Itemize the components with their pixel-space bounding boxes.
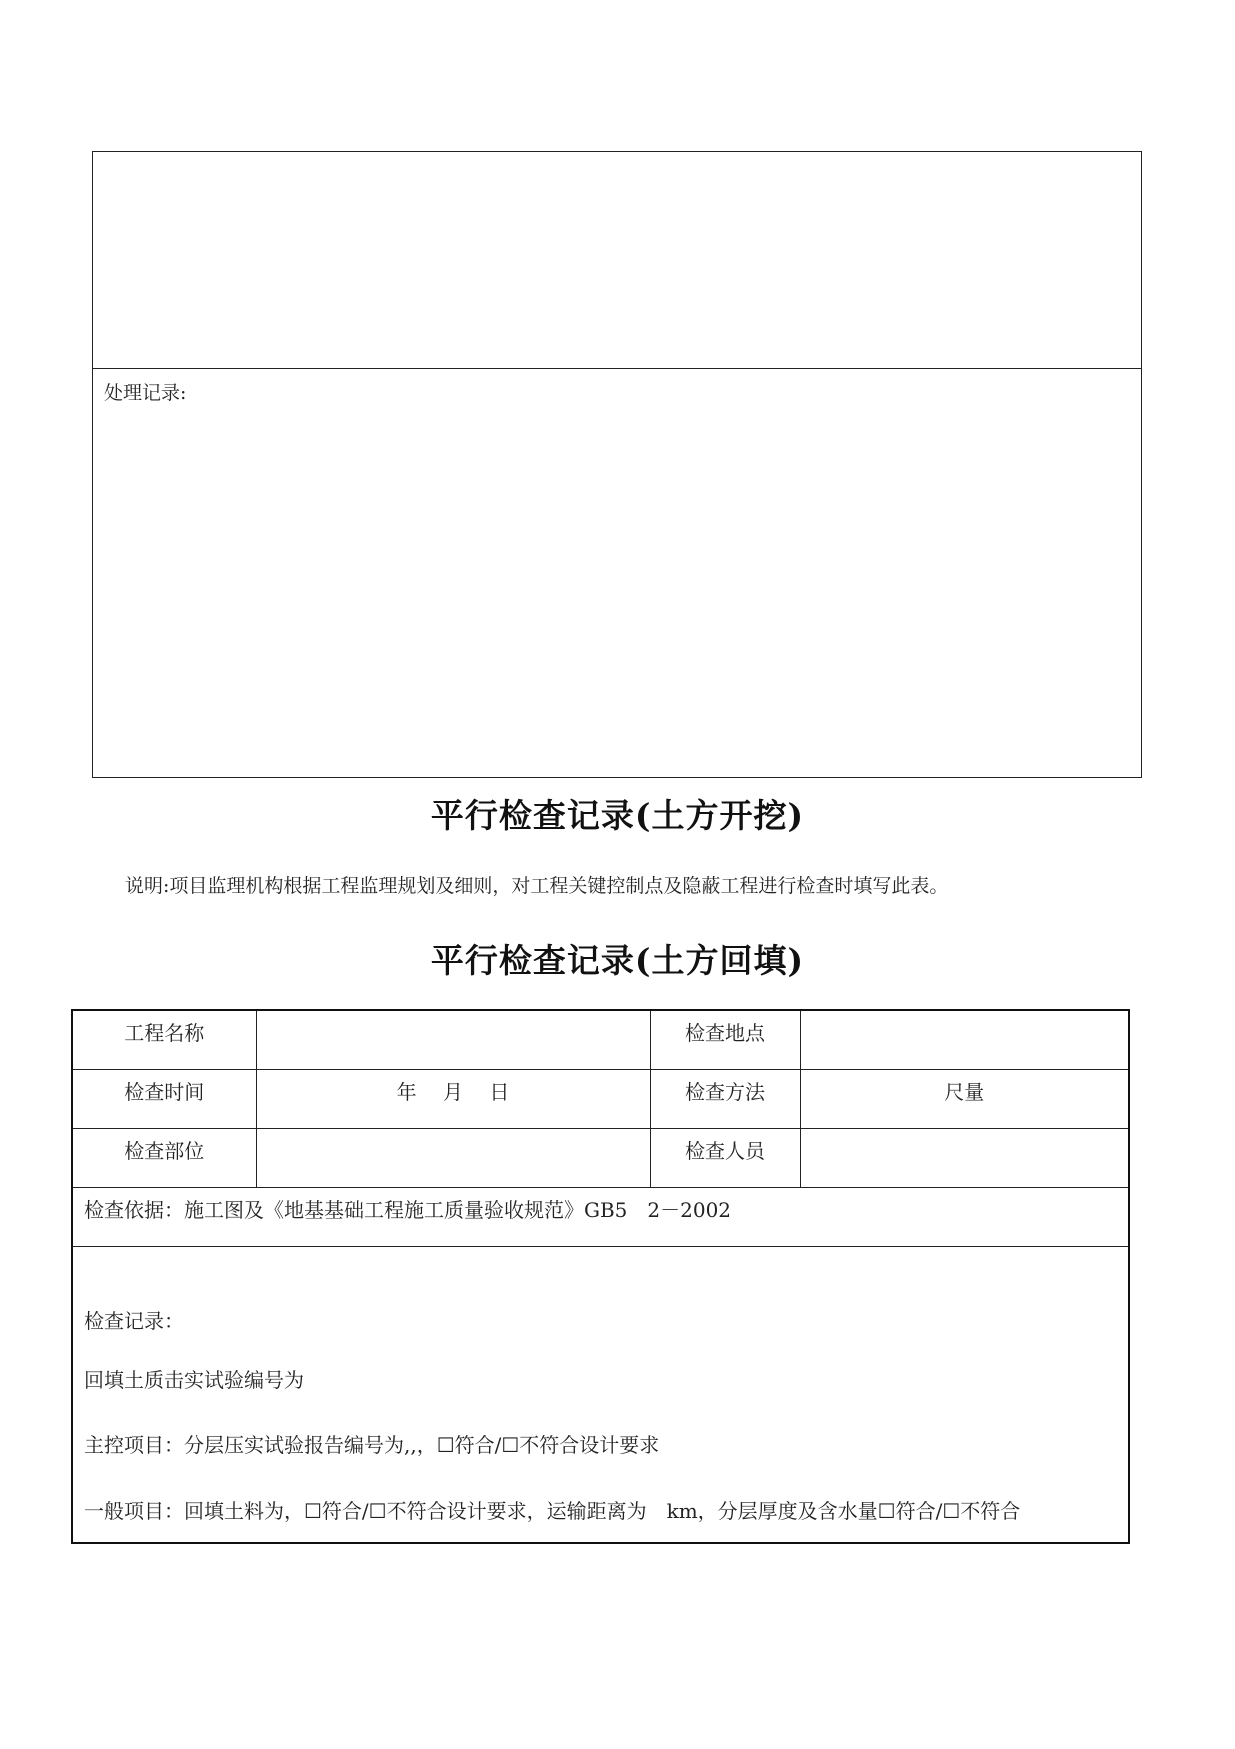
form-row-part <box>72 1128 1129 1187</box>
processing-record-box <box>92 151 1142 778</box>
date-month: 月 <box>443 1079 463 1104</box>
project-name-label: 工程名称 <box>72 1010 256 1069</box>
part-field[interactable] <box>256 1128 650 1187</box>
inspection-basis: 检查依据：施工图及《地基基础工程施工质量验收规范》GB5 2－2002 <box>72 1187 1129 1246</box>
backfill-inspection-form <box>71 1009 1130 1544</box>
form-row-record <box>72 1246 1129 1543</box>
location-label: 检查地点 <box>650 1010 800 1069</box>
part-label: 检查部位 <box>72 1128 256 1187</box>
form-row-basis <box>72 1187 1129 1246</box>
date-field[interactable] <box>256 1069 650 1128</box>
method-label: 检查方法 <box>650 1069 800 1128</box>
inspector-field[interactable] <box>800 1128 1129 1187</box>
record-line-main-items: 主控项目：分层压实试验报告编号为,,，☐符合/☐不符合设计要求 <box>84 1432 660 1457</box>
record-label: 检查记录： <box>84 1308 184 1333</box>
project-name-field[interactable] <box>256 1010 650 1069</box>
method-field[interactable]: 尺量 <box>800 1069 1129 1128</box>
location-field[interactable] <box>800 1010 1129 1069</box>
date-day: 日 <box>489 1079 510 1104</box>
time-label: 检查时间 <box>72 1069 256 1128</box>
backfill-title: 平行检查记录(土方回填) <box>430 941 805 980</box>
processing-record-label: 处理记录: <box>104 382 187 404</box>
inspection-record-cell[interactable] <box>72 1246 1129 1543</box>
form-row-time <box>72 1069 1129 1128</box>
record-line-general-items: 一般项目：回填土料为，☐符合/☐不符合设计要求，运输距离为 km，分层厚度及含水量☐符合/☐不符合 <box>84 1498 1021 1523</box>
record-line-compaction-test: 回填土质击实试验编号为 <box>84 1367 304 1392</box>
date-year: 年 <box>396 1079 417 1104</box>
inspector-label: 检查人员 <box>650 1128 800 1187</box>
instruction-note: 说明:项目监理机构根据工程监理规划及细则，对工程关键控制点及隐蔽工程进行检查时填写此表。 <box>125 875 949 897</box>
excavation-title: 平行检查记录(土方开挖) <box>430 796 805 835</box>
form-row-project <box>72 1010 1129 1069</box>
box-divider <box>93 368 1141 369</box>
